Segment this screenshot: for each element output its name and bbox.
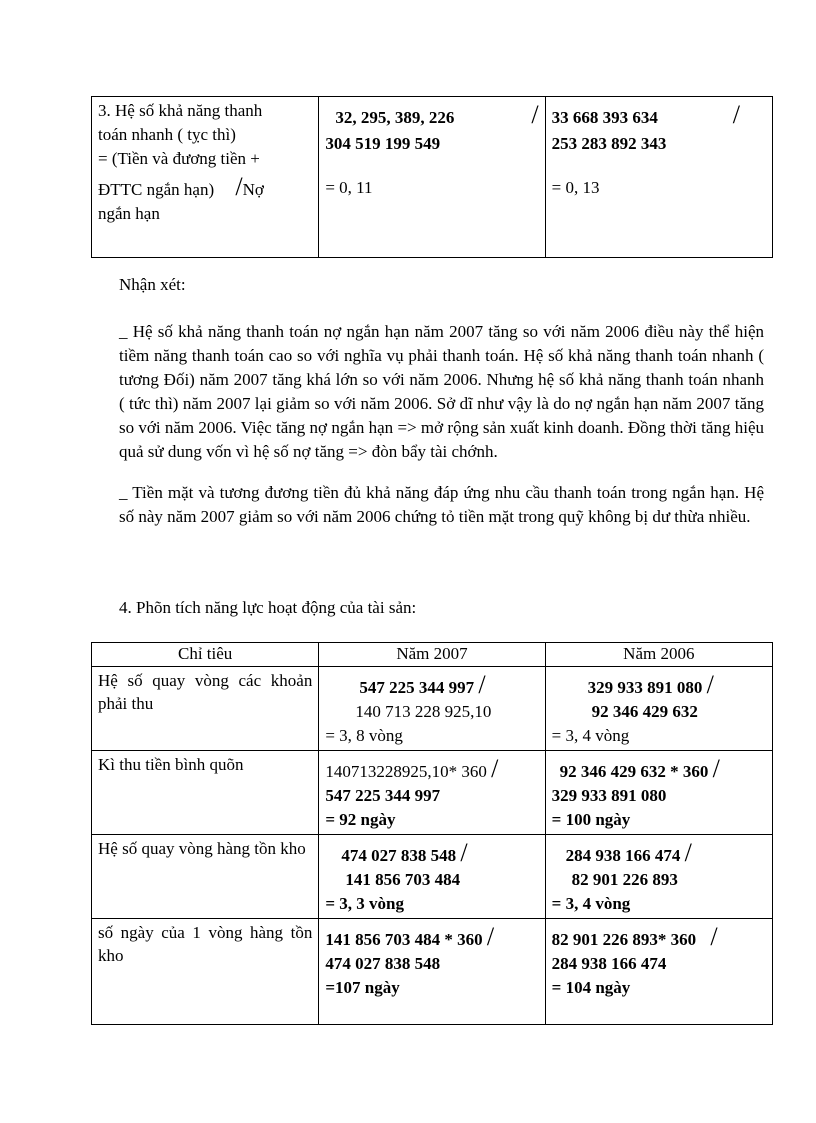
numerator: 329 933 891 080 /	[587, 670, 714, 699]
remark-title: Nhận xét:	[119, 275, 186, 294]
year2007-cell	[319, 919, 545, 1025]
text-line: ngắn hạn	[98, 204, 160, 223]
denominator: 284 938 166 474	[551, 954, 667, 973]
header-year-2006: Năm 2006	[545, 643, 772, 667]
table-row	[92, 97, 773, 258]
result: = 92 ngày	[325, 810, 396, 829]
result: = 0, 13	[551, 178, 600, 197]
year2007-cell	[319, 667, 545, 751]
row-label: Kì thu tiền bình quõn	[92, 751, 319, 835]
year2006-cell	[545, 97, 772, 258]
numerator: 32, 295, 389, 226 /	[335, 100, 539, 129]
denominator: 547 225 344 997	[325, 786, 441, 805]
result: = 3, 4 vòng	[551, 726, 630, 745]
result: = 3, 8 vòng	[325, 726, 403, 745]
remark-paragraph-1: _ Hệ số khả năng thanh toán nợ ngắn hạn năm 2007 tăng so với năm 2006 điều này thể hiện tiềm năng thanh toán cao so với nghĩa vụ phải thanh toán. Hệ số khả năng thanh toán nhanh ( tương Đối) năm 2007 tăng khá lớn so với năm 2006. Nhưng hệ số khả năng thanh toán nhanh ( tức thì) năm 2007 lại giảm so với năm 2006. Sở dĩ như vậy là do nợ ngắn hạn năm 2007 tăng so với năm 2006. Việc tăng nợ ngắn hạn => mở rộng sản xuất kinh doanh. Đồng thời tăng hiệu quả sử dung vốn vì hệ số nợ tăng => đòn bẩy tài chớnh.	[119, 322, 764, 461]
year2006-cell	[545, 919, 772, 1025]
row-label: Hệ số quay vòng các khoản phải thu	[92, 667, 319, 751]
table-row	[92, 667, 773, 751]
numerator: 33 668 393 634 /	[551, 100, 740, 129]
denominator: 82 901 226 893	[571, 870, 678, 889]
year2006-cell	[545, 751, 772, 835]
result: = 100 ngày	[551, 810, 631, 829]
numerator: 284 938 166 474 /	[565, 838, 692, 867]
numerator: 140713228925,10* 360 /	[325, 754, 499, 783]
denominator: 304 519 199 549	[325, 134, 441, 153]
denominator: 141 856 703 484	[345, 870, 461, 889]
denominator: 253 283 892 343	[551, 134, 667, 153]
row-label: số ngày của 1 vòng hàng tồn kho	[92, 919, 319, 1025]
denominator: 92 346 429 632	[591, 702, 698, 721]
remark-paragraph-2: _ Tiền mặt và tương đương tiền đủ khả năng đáp ứng nhu cầu thanh toán trong ngắn hạn. Hệ số này năm 2007 giảm so với năm 2006 chứng tỏ tiền mặt trong quỹ không bị dư thừa nhiều.	[119, 483, 764, 526]
table-row	[92, 835, 773, 919]
text-line: = (Tiền và đương tiền +	[98, 149, 260, 168]
result: = 0, 11	[325, 178, 373, 197]
denominator: 474 027 838 548	[325, 954, 441, 973]
numerator: 92 346 429 632 * 360 /	[559, 754, 720, 783]
denominator: 140 713 228 925,10	[355, 702, 492, 721]
denominator: 329 933 891 080	[551, 786, 667, 805]
row-label: Hệ số quay vòng hàng tồn kho	[92, 835, 319, 919]
numerator: 547 225 344 997 /	[359, 670, 486, 699]
result: = 104 ngày	[551, 978, 631, 997]
year2006-cell	[545, 667, 772, 751]
table-row	[92, 919, 773, 1025]
table-header-row	[92, 643, 773, 667]
numerator: 82 901 226 893* 360 /	[551, 922, 718, 951]
asset-activity-table	[91, 642, 773, 1025]
header-year-2007: Năm 2007	[319, 643, 545, 667]
text-line: 3. Hệ số khả năng thanh	[98, 101, 263, 120]
numerator: 474 027 838 548 /	[341, 838, 468, 867]
result: =107 ngày	[325, 978, 400, 997]
section-4-title: 4. Phõn tích năng lực hoạt động của tài sản:	[119, 598, 417, 617]
quick-ratio-table	[91, 96, 773, 258]
header-indicator: Chỉ tiêu	[92, 643, 319, 667]
numerator: 141 856 703 484 * 360 /	[325, 922, 495, 951]
year2007-cell	[319, 751, 545, 835]
text-line: toán nhanh ( tỵc thì)	[98, 125, 236, 144]
table-row	[92, 751, 773, 835]
ratio-name-cell	[92, 97, 319, 258]
text-line: ĐTTC ngắn hạn) /Nợ	[98, 172, 264, 201]
result: = 3, 4 vòng	[551, 894, 631, 913]
year2006-cell	[545, 835, 772, 919]
year2007-cell	[319, 835, 545, 919]
year2007-cell	[319, 97, 545, 258]
result: = 3, 3 vòng	[325, 894, 404, 913]
